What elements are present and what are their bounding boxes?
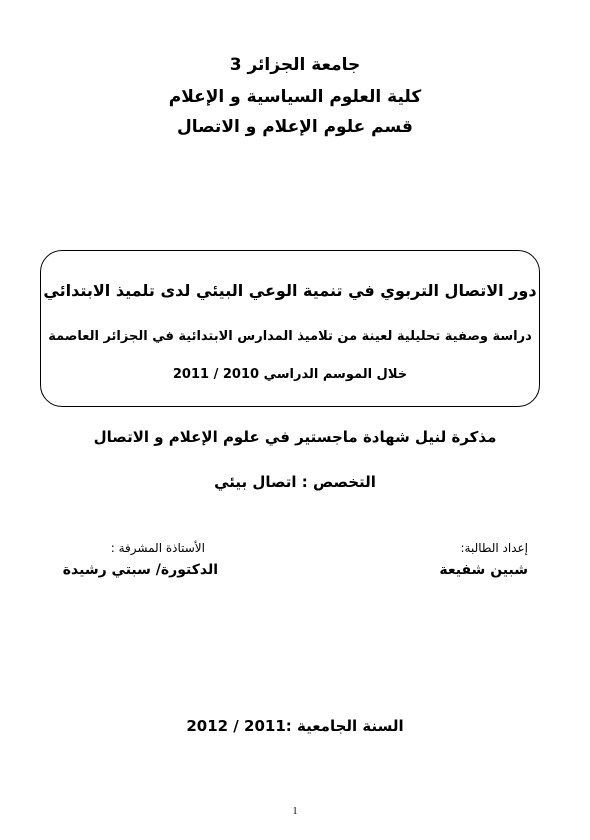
department-name: قسم علوم الإعلام و الاتصال xyxy=(177,117,413,137)
specialization: التخصص : اتصال بيئي xyxy=(214,473,376,491)
supervisor-label: الأستاذة المشرفة : xyxy=(110,541,205,555)
faculty-name: كلية العلوم السياسية و الإعلام xyxy=(168,87,422,107)
page-number: 1 xyxy=(292,806,298,817)
thesis-title: دور الاتصال التربوي في تنمية الوعي البيئي لدى تلميذ الابتدائي xyxy=(43,281,537,300)
student-label: إعداد الطالبة: xyxy=(460,541,528,555)
academic-year: السنة الجامعية :2011 / 2012 xyxy=(186,717,404,735)
study-season: خلال الموسم الدراسي 2010 / 2011 xyxy=(172,367,408,382)
degree-statement: مذكرة لنيل شهادة ماجستير في علوم الإعلام و الاتصال xyxy=(93,428,497,446)
university-name: جامعة الجزائر 3 xyxy=(229,55,361,75)
thesis-title-box xyxy=(40,250,540,407)
thesis-subtitle: دراسة وصفية تحليلية لعينة من تلاميذ المدارس الابتدائية في الجزائر العاصمة xyxy=(48,329,532,344)
student-name: شبين شفيعة xyxy=(439,562,528,578)
supervisor-name: الدكتورة/ سبتي رشيدة xyxy=(62,562,218,578)
